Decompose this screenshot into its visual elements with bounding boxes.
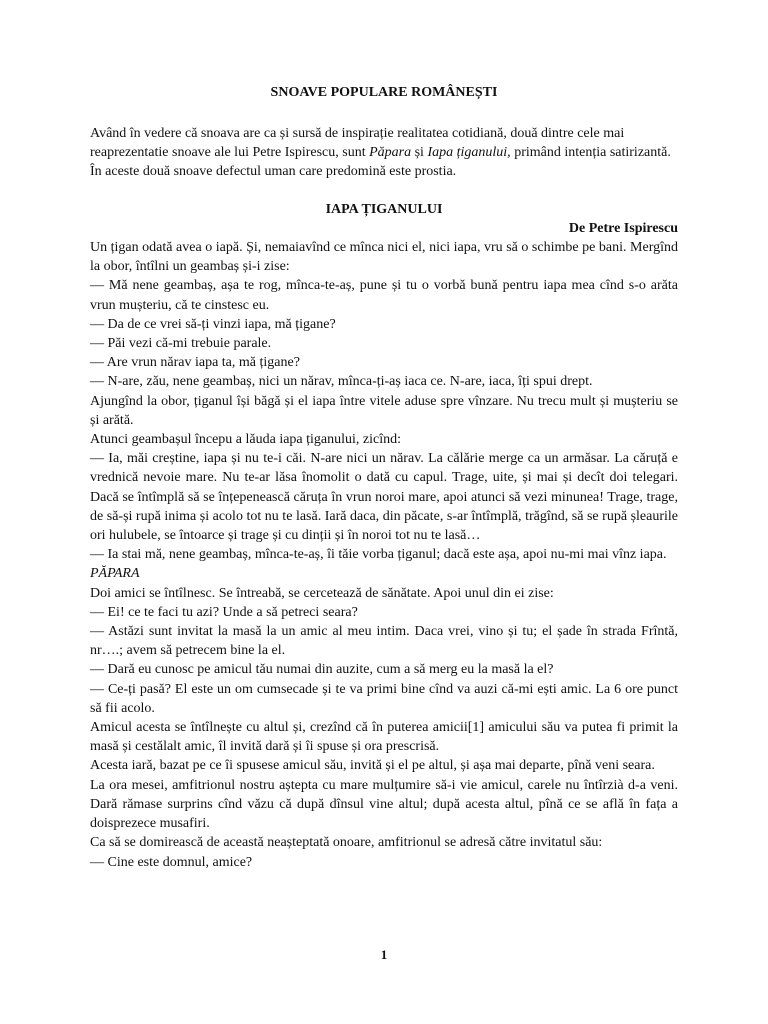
story-body: [90, 238, 678, 872]
story2-paragraph: Acesta iară, bazat pe ce îi spusese amicul său, invită și el pe altul, și așa mai departe, pînă veni seara.: [90, 758, 655, 774]
story1-paragraph: — Păi vezi că-mi trebuie parale.: [90, 336, 272, 352]
story2-paragraph: — Cine este domnul, amice?: [90, 854, 253, 870]
intro-paragraph: [90, 124, 678, 181]
story-title-iapa-tiganului: IAPA ȚIGANULUI: [325, 202, 443, 217]
story1-paragraph: — Are vrun nărav iapa ta, mă țigane?: [90, 355, 300, 371]
story1-paragraph: — N-are, zău, nene geambaș, nici un nărav, mînca-ți-aș iaca ce. N-are, iaca, îți spui drept.: [90, 374, 593, 390]
intro-text-1: Având în vedere că snoava are ca și sursă de inspirație realitatea cotidiană, două dintre cele mai reaprezentatie snoave ale lui Petre Ispirescu, sunt: [90, 126, 625, 160]
story2-paragraph: — Ce-ți pasă? El este un om cumsecade și te va primi bine cînd va auzi că-mi ești amic. La 6 ore punct să fii acolo.: [90, 681, 678, 716]
story-author: De Petre Ispirescu: [568, 221, 678, 236]
story1-paragraph: — Da de ce vrei să-ți vinzi iapa, mă țigane?: [90, 316, 336, 332]
intro-text-3: primând intenția satirizantă. În aceste două snoave defectul uman care predomină este prostia.: [90, 145, 671, 179]
document-title: SNOAVE POPULARE ROMÂNEȘTI: [270, 85, 498, 100]
story1-paragraph: — Ia, măi creștine, iapa și nu te-i căi. N-are nici un nărav. La călărie merge ca un armăsar. La căruță e vrednică nevoie mare. Nu te-ar lăsa înomolit o dată cu capul. Trage, uite, și mai și decît doi telegari. Dacă se întîmplă să se înțepenească căruța în vrun noroi mare, apoi atunci să vezi minunea! Trage, trage, de să-și rupă inima și acolo tot nu te lasă. Iară daca, din păcate, s-ar întîmplă, trăgînd, să se rupă șleaurile ori hulubele, se întoarce și trage și cu dinții și în noroi tot nu te lasă…: [90, 451, 678, 544]
story2-paragraph: — Ei! ce te faci tu azi? Unde a să petreci seara?: [90, 604, 358, 620]
story1-paragraph: Un țigan odată avea o iapă. Și, nemaiavînd ce mînca nici el, nici iapa, vru să o schimbe pe bani. Mergînd la obor, întîlni un geambaș și-i zise:: [90, 240, 678, 275]
intro-title-iapa: Iapa țiganului,: [427, 145, 511, 160]
story1-paragraph: Atunci geambașul începu a lăuda iapa țiganului, zicînd:: [90, 432, 402, 448]
story2-paragraph: — Astăzi sunt invitat la masă la un amic al meu intim. Daca vrei, vino și tu; el șade în strada Frîntă, nr….; avem să petrecem bine la el.: [90, 624, 678, 659]
story2-paragraph: Amicul acesta se întîlnește cu altul și, crezînd că în puterea amicii[1] amicului său va putea fi primit la masă și cestălalt amic, îl invită dară și îi spuse și ora prescrisă.: [90, 720, 678, 755]
intro-title-papara: Păpara: [369, 145, 412, 160]
story2-paragraph: Ca să se domirească de această neașteptată onoare, amfitrionul se adresă către invitatul său:: [90, 835, 603, 851]
story-title-papara: PĂPARA: [90, 566, 140, 582]
story2-paragraph: La ora mesei, amfitrionul nostru aștepta cu mare mulțumire să-i vie amicul, carele nu întîrzià d-a veni. Dară rămase surprins cînd văzu că după dînsul vine altul; după acesta altul, pînă ce se află în fața a doisprezece musafiri.: [90, 777, 678, 832]
document-page: [90, 0, 678, 1024]
page-number: 1: [380, 947, 388, 962]
story2-paragraph: — Dară eu cunosc pe amicul tău numai din auzite, cum a să merg eu la masă la el?: [90, 662, 554, 678]
story2-paragraph: Doi amici se întîlnesc. Se întreabă, se cercetează de sănătate. Apoi unul din ei zise:: [90, 585, 554, 601]
story1-paragraph: — Mă nene geambaș, așa te rog, mînca-te-aș, pune și tu o vorbă bună pentru iapa mea cînd s-o arăta vrun mușteriu, că te cinstesc eu.: [90, 278, 678, 313]
intro-text-2: și: [411, 145, 428, 160]
story1-paragraph: Ajungînd la obor, țiganul își băgă și el iapa între vitele aduse spre vînzare. Nu trecu mult și mușteriu se și arătă.: [90, 393, 678, 428]
story1-paragraph: — Ia stai mă, nene geambaș, mînca-te-aș, îi tăie vorba țiganul; dacă este așa, apoi nu-mi mai vînz iapa.: [90, 547, 667, 563]
